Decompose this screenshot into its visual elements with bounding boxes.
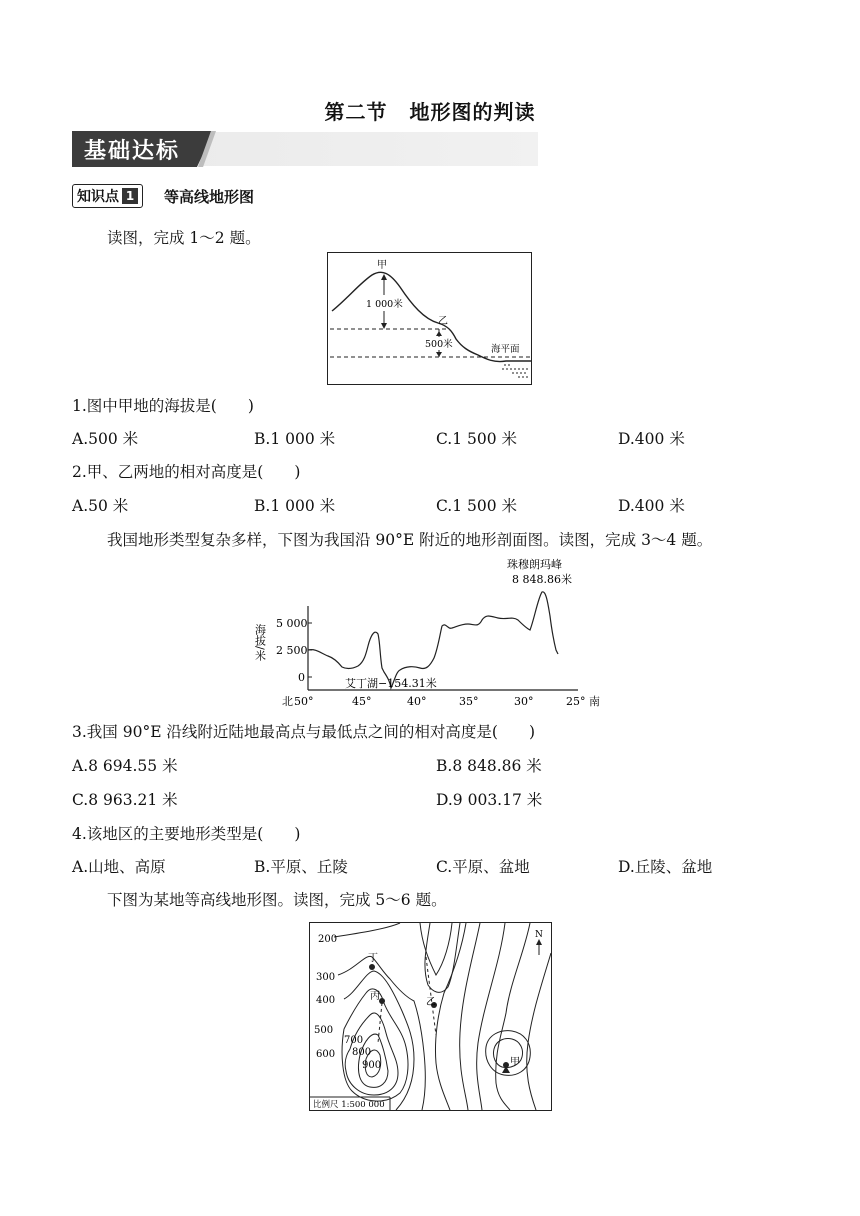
knowledge-point-badge [72, 184, 143, 208]
question-2-option-c[interactable]: C.1 500 米 [436, 497, 518, 515]
contour-300-label: 300 [316, 972, 336, 983]
question-3-option-a[interactable]: A.8 694.55 米 [72, 757, 178, 775]
contour-map-svg [310, 923, 551, 1110]
x-tick-30: 30° [514, 695, 534, 708]
question-2-option-b[interactable]: B.1 000 米 [254, 497, 336, 515]
sea-level-label: 海平面 [491, 344, 520, 355]
figure-height-profile [327, 252, 532, 385]
contour-500-label: 500 [314, 1025, 334, 1036]
question-2-option-a[interactable]: A.50 米 [72, 497, 129, 515]
question-1-option-d[interactable]: D.400 米 [618, 430, 685, 448]
banner-label: 基础达标 [84, 139, 181, 164]
x-tick-45: 45° [352, 695, 372, 708]
question-4-option-b[interactable]: B.平原、丘陵 [254, 858, 348, 876]
contour-200-label: 200 [318, 934, 338, 945]
x-tick-40: 40° [407, 695, 427, 708]
north-arrow-icon [536, 939, 542, 955]
north-label: N [535, 930, 543, 940]
question-4-option-a[interactable]: A.山地、高原 [72, 858, 166, 876]
y-axis-label: 海拔/米 [253, 624, 267, 661]
aiding-lake-label: 艾丁湖−154.31米 [345, 677, 437, 690]
x-axis-start-label: 北 [282, 695, 293, 708]
scale-label: 比例尺 1:500 000 [313, 1100, 385, 1110]
question-1-option-a[interactable]: A.500 米 [72, 430, 139, 448]
everest-height-label: 8 848.86米 [512, 573, 572, 586]
height-1000-label: 1 000米 [366, 299, 403, 310]
peak-jia-label: 甲 [377, 260, 387, 271]
question-1-option-b[interactable]: B.1 000 米 [254, 430, 336, 448]
point-jia-map-label: 甲 [510, 1057, 520, 1068]
question-1-stem: 1.图中甲地的海拔是( ) [72, 397, 254, 415]
x-tick-25: 25° [566, 695, 586, 708]
x-axis-end-label: 南 [589, 695, 600, 708]
contour-400-label: 400 [316, 995, 336, 1006]
contour-700-label: 700 [344, 1035, 364, 1046]
y-tick-0: 0 [298, 671, 305, 684]
knowledge-point-number: 1 [122, 188, 138, 204]
intro-text-1: 读图，完成 1～2 题。 [107, 229, 261, 247]
point-yi-map-label: 乙 [426, 997, 436, 1008]
knowledge-point-label: 知识点 [77, 189, 119, 205]
section-number: 第二节 [324, 100, 388, 124]
terrain-profile-line [308, 592, 558, 688]
question-3-stem: 3.我国 90°E 沿线附近陆地最高点与最低点之间的相对高度是( ) [72, 723, 536, 741]
section-name: 地形图的判读 [409, 100, 536, 124]
question-3-option-c[interactable]: C.8 963.21 米 [72, 791, 178, 809]
x-tick-35: 35° [459, 695, 479, 708]
question-3-option-d[interactable]: D.9 003.17 米 [436, 791, 543, 809]
point-ding-label: 丁 [368, 953, 378, 964]
question-1-option-c[interactable]: C.1 500 米 [436, 430, 518, 448]
question-4-option-c[interactable]: C.平原、盆地 [436, 858, 530, 876]
question-2-stem: 2.甲、乙两地的相对高度是( ) [72, 463, 301, 481]
intro-text-3: 下图为某地等高线地形图。读图，完成 5～6 题。 [107, 891, 447, 909]
contour-800-label: 800 [352, 1047, 372, 1058]
x-tick-50: 50° [294, 695, 314, 708]
intro-text-2: 我国地形类型复杂多样，下图为我国沿 90°E 附近的地形剖面图。读图，完成 3～4 题。 [107, 531, 713, 549]
y-tick-2500: 2 500 [276, 644, 308, 657]
contour-600-label: 600 [316, 1049, 336, 1060]
y-tick-5000: 5 000 [276, 617, 308, 630]
question-2-option-d[interactable]: D.400 米 [618, 497, 685, 515]
question-4-stem: 4.该地区的主要地形类型是( ) [72, 825, 301, 843]
terrain-section-figure [250, 554, 610, 714]
figure-contour-map [309, 922, 552, 1111]
point-yi-label: 乙 [438, 316, 448, 327]
page-title [0, 96, 860, 125]
knowledge-point-title: 等高线地形图 [164, 188, 255, 206]
question-4-option-d[interactable]: D.丘陵、盆地 [618, 858, 713, 876]
question-3-option-b[interactable]: B.8 848.86 米 [436, 757, 542, 775]
height-profile-svg [328, 253, 531, 384]
everest-name-label: 珠穆朗玛峰 [507, 558, 562, 571]
height-500-label: 500米 [425, 339, 453, 350]
point-bing-label: 丙 [370, 991, 380, 1002]
contour-900-label: 900 [362, 1060, 382, 1071]
